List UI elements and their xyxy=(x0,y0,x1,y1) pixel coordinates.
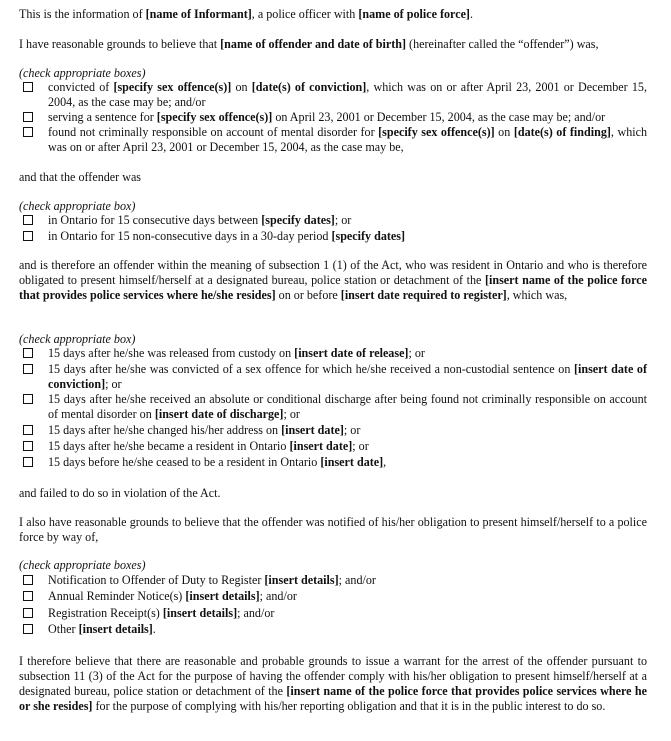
check-boxes-hint: (check appropriate boxes) xyxy=(19,558,146,572)
checkbox[interactable] xyxy=(23,591,33,601)
checkbox[interactable] xyxy=(23,575,33,585)
grounds-paragraph: I have reasonable grounds to believe that [name of offender and date of birth] (hereinafter called the “offender”) was, xyxy=(19,37,599,51)
checkbox[interactable] xyxy=(23,112,33,122)
placeholder-informant-name: [name of Informant] xyxy=(145,7,252,21)
informant-paragraph: This is the information of [name of Informant], a police officer with [name of police force]. xyxy=(19,7,473,21)
check-boxes-hint: (check appropriate boxes) xyxy=(19,66,146,80)
checkbox[interactable] xyxy=(23,394,33,404)
notified-paragraph: I also have reasonable grounds to believe that the offender was notified of his/her obligation to present himself/herself to a police force by way of, xyxy=(19,515,647,544)
checkbox[interactable] xyxy=(23,231,33,241)
checkbox[interactable] xyxy=(23,82,33,92)
checkbox[interactable] xyxy=(23,215,33,225)
offender-was-line: and that the offender was xyxy=(19,170,142,184)
checkbox[interactable] xyxy=(23,624,33,634)
placeholder-police-force: [name of police force] xyxy=(358,7,470,21)
warrant-paragraph: I therefore believe that there are reasonable and probable grounds to issue a warrant for the arrest of the offender pursuant to subsection 11 (3) of the Act for the purpose of having the offender comply with his/her obligation to present himself/herself at a designated bureau, police station or detachment of the [insert name of the police force that provides police services where he or she resides] for the purpose of complying with his/her reporting obligation and that it is in the public interest to do so. xyxy=(19,654,647,713)
check-box-hint: (check appropriate box) xyxy=(19,199,136,213)
placeholder-offender: [name of offender and date of birth] xyxy=(220,37,407,51)
information-form-page: This is the information of [name of Informant], a police officer with [name of police force]. I have reasonable grounds to believe that [name of offender and date of birth] (hereinafter called the “offender”) was, (check appropriate boxes) convicted of [specify sex offence(s)] on [date(s) of conviction], which was on or after April 23, 2001 or December 15, 2004, as the case may be; and/or serving a sentence for [specify sex offence(s)] on April 23, 2001 or December 15, 2004, as the case may be; and/or found not criminally responsible on account of mental disorder for [specify sex offence(s)] on [date(s) of finding], which was on or after April 23, 2001 or December 15, 2004, as the case may be, and that the offender was (check appropriate box) in Ontario for 15 consecutive days between [specify dates]; or in Ontario for 15 non-consecutive days in a 30-day period [specify dates] and is therefore an offender within the meaning of subsection 1 (1) of the Act, who was resident in Ontario and who is therefore obligated to present himself/herself at a designated bureau, police station or detachment of the [insert name of the police force that provides police services where he/she resides] on or before [insert date required to register], which was, (check appropriate box) 15 days after he/she was released from custody on [insert date of release]; or 15 days after he/she was convicted of a sex offence for which he/she received a non-custodial sentence on [insert date of conviction]; or 15 days after he/she received an absolute or conditional discharge after being found not criminally responsible on account of mental disorder on [insert date of discharge]; or 15 days after he/she changed his/her address on [insert date]; or 15 days after he/she became a resident in Ontario [insert date]; or 15 days before he/she ceased to be a resident in Ontario [insert date], and failed to do so in violation of the Act. I also have reasonable grounds to believe that the offender was notified of his/her obligation to present himself/herself to a police force by way of, (check appropriate boxes) Notification to Offender of Duty to Register [insert details]; and/or Annual Reminder Notice(s) [insert details]; and/or Registration Receipt(s) [insert details]; and/or Other [insert details]. I therefore believe that there are reasonable and probable grounds to issue a warrant for the arrest of the offender pursuant to subsection 11 (3) of the Act for the purpose of having the offender comply with his/her obligation to present himself/herself at a designated bureau, police station or detachment of the [insert name of the police force that provides police services where he or she resides] for the purpose of complying with his/her reporting obligation and that it is in the public interest to do so. xyxy=(19,7,648,713)
checkbox[interactable] xyxy=(23,127,33,137)
checkbox[interactable] xyxy=(23,608,33,618)
checkbox[interactable] xyxy=(23,457,33,467)
checkbox[interactable] xyxy=(23,348,33,358)
offender-obligation-paragraph: and is therefore an offender within the meaning of subsection 1 (1) of the Act, who was resident in Ontario and who is therefore obligated to present himself/herself at a designated bureau, police station or detachment of the [insert name of the police force that provides police services where he/she resides] on or before [insert date required to register], which was, xyxy=(19,258,647,302)
failed-violation-line: and failed to do so in violation of the Act. xyxy=(19,486,221,500)
check-box-hint: (check appropriate box) xyxy=(19,332,136,346)
checkbox[interactable] xyxy=(23,441,33,451)
checkbox[interactable] xyxy=(23,364,33,374)
checkbox[interactable] xyxy=(23,425,33,435)
